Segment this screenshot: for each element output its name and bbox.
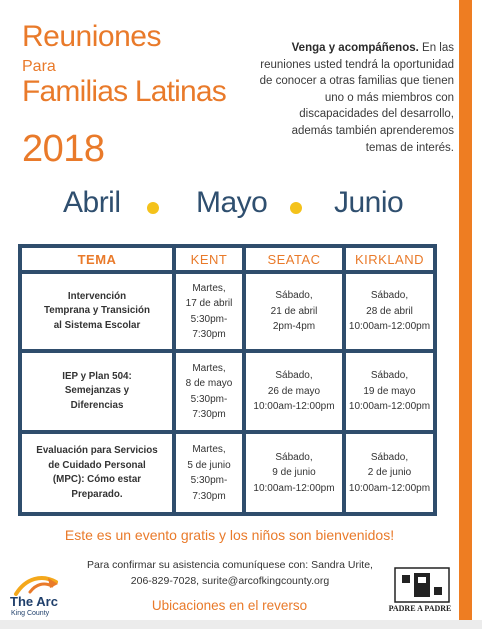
month-abril: Abril [63, 186, 121, 219]
orange-side-bar [459, 0, 472, 620]
row1-kent: Martes, 17 de abril 5:30pm-7:30pm [176, 274, 242, 349]
rsvp-line-2: 206-829-7028, surite@arcofkingcounty.org [130, 575, 330, 587]
row3-kent: Martes, 5 de junio 5:30pm-7:30pm [176, 434, 242, 512]
padre-a-padre-logo-text: PADRE A PADRE [388, 604, 452, 613]
intro-bold: Venga y acompáñenos. [291, 42, 419, 54]
month-mayo: Mayo [196, 186, 268, 219]
row3-seatac: Sábado, 9 de junio 10:00am-12:00pm [246, 434, 342, 512]
rsvp-line-1: Para confirmar su asistencia comuníquese con: Sandra Urite, [87, 559, 373, 571]
row1-seatac: Sábado, 21 de abril 2pm-4pm [246, 274, 342, 349]
row3-kirkland: Sábado, 2 de junio 10:00am-12:00pm [346, 434, 433, 512]
bottom-strip [0, 620, 482, 629]
header-seatac: SEATAC [246, 248, 342, 270]
row3-tema: Evaluación para Servicios de Cuidado Personal (MPC): Cómo estar Preparado. [22, 434, 172, 512]
header-kent: KENT [176, 248, 242, 270]
locations-note: Ubicaciones en el reverso [151, 598, 308, 613]
title-reuniones: Reuniones [22, 20, 161, 53]
row2-kirkland: Sábado, 19 de mayo 10:00am-12:00pm [346, 353, 433, 430]
free-event-note: Este es un evento gratis y los niños son bienvenidos! [64, 527, 395, 543]
intro-text: En las reuniones usted tendrá la oportunidad de conocer a otras familias que tienen uno o más miembros con discapacidades del desarrollo, además también aprenderemos temas de interés. [259, 42, 454, 154]
padre-a-padre-logo-icon [394, 567, 450, 603]
row2-seatac: Sábado, 26 de mayo 10:00am-12:00pm [246, 353, 342, 430]
months-row [0, 186, 459, 226]
bullet-dot-icon [147, 202, 159, 214]
title-para: Para [22, 58, 56, 75]
schedule-table [18, 244, 437, 516]
title-familias-latinas: Familias Latinas [22, 75, 226, 108]
bullet-dot-icon [290, 202, 302, 214]
row1-kirkland: Sábado, 28 de abril 10:00am-12:00pm [346, 274, 433, 349]
row2-kent: Martes, 8 de mayo 5:30pm-7:30pm [176, 353, 242, 430]
row1-tema: Intervención Temprana y Transición al Sistema Escolar [22, 274, 172, 349]
title-year: 2018 [22, 128, 105, 170]
header-kirkland: KIRKLAND [346, 248, 433, 270]
rsvp-contact [60, 557, 400, 589]
month-junio: Junio [334, 186, 404, 219]
the-arc-subtitle: King County [11, 610, 50, 617]
header-tema: TEMA [22, 248, 172, 270]
the-arc-logo-text: The Arc [10, 594, 58, 609]
intro-paragraph [258, 40, 454, 156]
row2-tema: IEP y Plan 504: Semejanzas y Diferencias [22, 353, 172, 430]
